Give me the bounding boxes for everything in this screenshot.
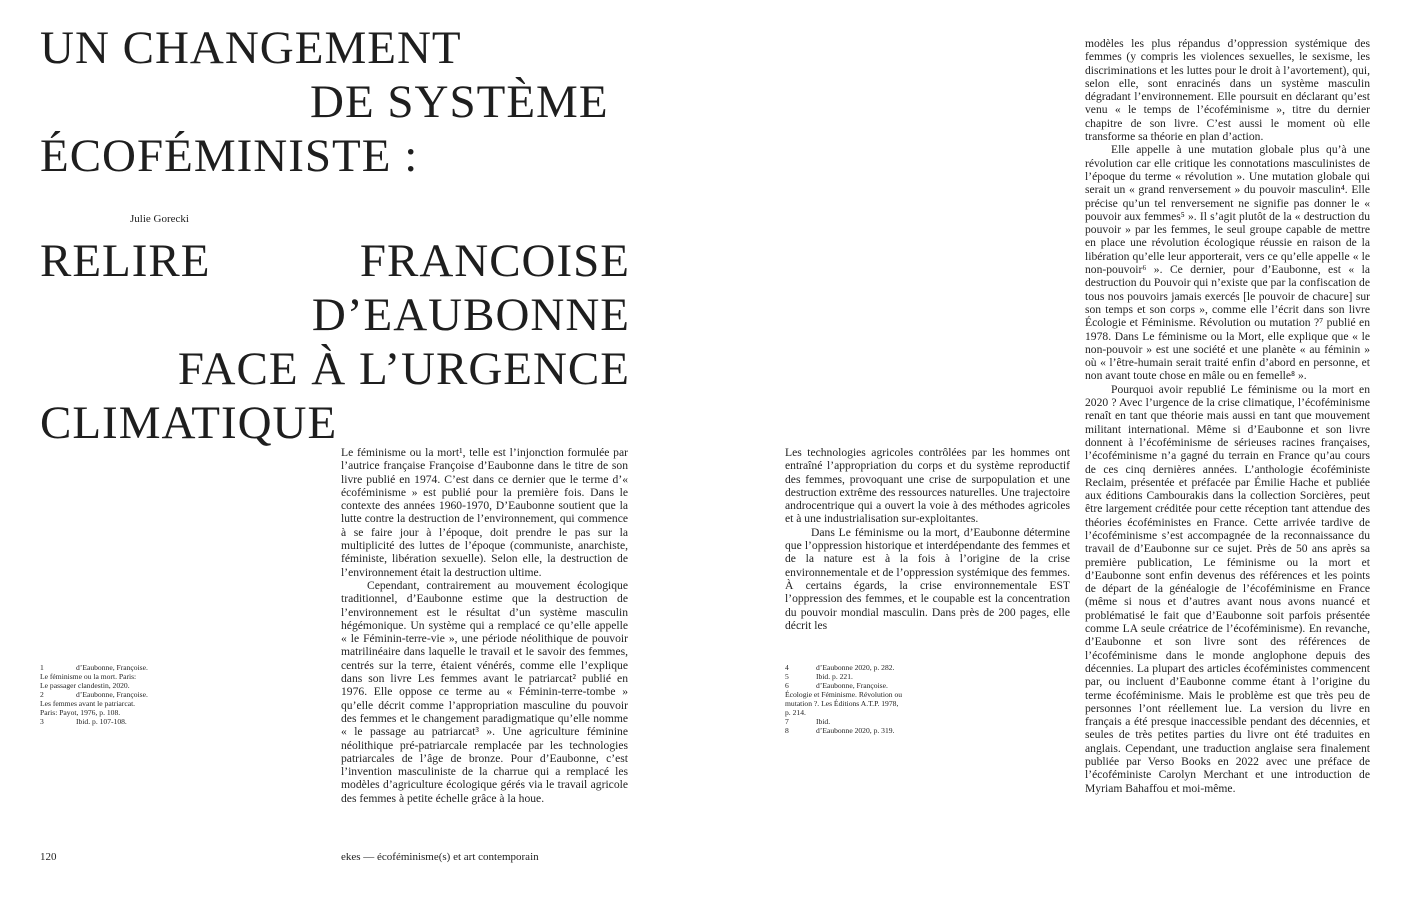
footnote-number: 3 — [40, 717, 44, 726]
footnotes-left — [40, 663, 160, 726]
subtitle-line-1-right: FRANCOISE — [359, 235, 630, 287]
footnote-number: 6 — [785, 681, 789, 690]
subtitle-line-3: FACE À L’URGENCE — [177, 343, 630, 395]
footnote — [785, 717, 925, 726]
footnote-text: Le passager clandestin, 2020. — [40, 681, 130, 690]
footnote-text: mutation ?. Les Éditions A.T.P. 1978, — [785, 699, 899, 708]
page-number: 120 — [40, 851, 57, 863]
footnote-number: 5 — [785, 672, 789, 681]
footnote-text: Paris: Payot, 1976, p. 108. — [40, 708, 121, 717]
paragraph: modèles les plus répandus d’oppression systémique des femmes (y compris les violences sexuelles, le sexisme, les discriminations et les luttes pour le droit à l’avortement), qui, selon elle, sont enracinés dans un système masculin dégradant l’environnement. Elle poursuit en déclarant qu’est venu « le temps de l’écoféminisme », titre du dernier chapitre de son livre. C’est aussi le moment où elle transforme sa théorie en plan d’action. — [1085, 37, 1370, 144]
footnote-text: d’Eaubonne, Françoise. — [816, 681, 888, 690]
footnotes-right — [785, 663, 925, 735]
footnote — [40, 690, 160, 699]
footnote-text: d’Eaubonne 2020, p. 282. — [816, 663, 895, 672]
paragraph: Pourquoi avoir republié Le féminisme ou la mort en 2020 ? Avec l’urgence de la crise climatique, l’écoféminisme renaît en tant que théorie mais aussi en tant que mouvement militant international. Même si d’Eaubonne et son livre donnent à l’écoféminisme de sérieuses racines françaises, l’écoféminisme n’a gagné du terrain en France qu’au cours de ces cinq dernières années. L’anthologie écoféministe Reclaim, présentée et préfacée par Émilie Hache et publiée aux éditions Cambourakis dans la collection Sorcières, peut être largement créditée pour cette réception tant attendue des théories écoféministes en France. Cette arrivée tardive de l’écoféminisme s’est accompagnée de la reconnaissance du travail de d’Eaubonne sur ce sujet. Près de 50 ans après sa première publication, Le féminisme ou la mort et d’Eaubonne sont enfin devenus des références et les points de départ de la généalogie de l’écoféminisme en France (même si nous et d’autres avant nous avons nuancé et problématisé le fait que d’Eaubonne soit parfois présentée comme LA seule créatrice de l’écoféminisme). En revanche, d’Eaubonne et son livre sont des références de l’écoféminisme dans le monde anglophone depuis des décennies. La plupart des articles écoféministes commencent par, ou incluent d’Eaubonne comme étant à l’origine du terme écoféminisme. Mais le problème est que très peu de personnes l’ont réellement lue. La version du livre en français a été presque inaccessible pendant des décennies, et seules de très petites parties du livre ont été traduites en anglais. Cependant, une traduction anglaise sera finalement publiée par Verso Books en 2022 avec une préface de l’écoféministe Carolyn Merchant et une introduction de Myriam Bahaffou et moi-même. — [1085, 382, 1370, 795]
footnote-number: 1 — [40, 663, 44, 672]
footnote-text: p. 214. — [785, 708, 806, 717]
footnote — [40, 663, 160, 672]
subtitle-line-1-left: RELIRE — [40, 235, 211, 287]
body-column-3 — [1085, 37, 1370, 795]
subtitle-line-4: CLIMATIQUE — [40, 397, 338, 449]
footnote-text: d’Eaubonne 2020, p. 319. — [816, 726, 895, 735]
title-line-2: DE SYSTÈME — [310, 76, 609, 128]
author-name: Julie Gorecki — [130, 213, 189, 225]
footnote-text: d’Eaubonne, Françoise. — [76, 690, 148, 699]
body-column-1 — [341, 446, 628, 805]
footnote-text: Écologie et Féminisme. Révolution ou — [785, 690, 903, 699]
paragraph: Dans Le féminisme ou la mort, d’Eaubonne détermine que l’oppression historique et interdépendante des femmes et de la nature est à la fois à l’origine de la crise environnementale et de l’oppression systémique des femmes. À certains égards, la crise environnementale EST l’oppression des femmes, et le coupable est la concentration du pouvoir mondial masculin. Dans près de 200 pages, elle décrit les — [785, 525, 1070, 632]
footnote — [785, 672, 925, 681]
footnote-number: 8 — [785, 726, 789, 735]
footnote — [785, 681, 925, 690]
title-line-3: ÉCOFÉMINISTE : — [40, 130, 419, 182]
footnote — [785, 726, 925, 735]
paragraph: Elle appelle à une mutation globale plus qu’à une révolution car elle critique les connotations masculinistes de l’époque du terme « révolution ». Une mutation globale qui serait un « grand renversement » du pouvoir masculin⁴. Elle précise qu’un tel renversement ne signifie pas donner le « pouvoir aux femmes⁵ ». Il s’agit plutôt de la « destruction du pouvoir » par les femmes, le seul groupe capable de mettre en place une révolution écologique réussie en raison de la libération qu’elle leur apporterait, vers ce qu’elle appelle « le non-pouvoir⁶ ». Ce dernier, pour d’Eaubonne, est « la destruction du Pouvoir qui n’existe que par la confiscation de tous nos pouvoirs jamais exercés [le pouvoir de chacure] sur son temps et son corps », comme elle l’écrit dans son livre Écologie et Féminisme. Révolution ou mutation ?⁷ publié en 1978. Dans Le féminisme ou la Mort, elle explique que « le non-pouvoir » est une société et une planète « au féminin » où « l’être-humain serait traité enfin d’abord en personne, et non avant toute chose en mâle ou en femelle⁸ ». — [1085, 143, 1370, 383]
body-column-2 — [785, 446, 1070, 632]
paragraph: Le féminisme ou la mort¹, telle est l’injonction formulée par l’autrice française Françoise d’Eaubonne dans le titre de son livre publié en 1974. C’est dans ce dernier que le terme d’« écoféminisme » est publié pour la première fois. Dans le contexte des années 1960-1970, D’Eaubonne soutient que la lutte contre la destruction de l’environnement, qui commence à se faire jour à l’époque, doit prendre le pas sur la multiplicité des luttes de l’époque (communiste, anarchiste, féministe, libération sexuelle). Selon elle, la destruction de l’environnement était la destruction ultime. — [341, 446, 628, 579]
footnote-number: 7 — [785, 717, 789, 726]
footnote-number: 2 — [40, 690, 44, 699]
running-title: ekes — écoféminisme(s) et art contemporain — [341, 851, 539, 863]
footnote-text: Ibid. p. 221. — [816, 672, 853, 681]
subtitle-line-2: D’EAUBONNE — [311, 289, 630, 341]
paragraph: Les technologies agricoles contrôlées par les hommes ont entraîné l’appropriation du corps et du système reproductif des femmes, provoquant une crise de surpopulation et une destruction extrême des ressources naturelles. Une trajectoire androcentrique qui a ouvert la voie à des méthodes agricoles et à une industrialisation sur-exploitantes. — [785, 446, 1070, 526]
paragraph: Cependant, contrairement au mouvement écologique traditionnel, d’Eaubonne estime que la destruction de l’environnement est le résultat d’un système masculin hégémonique. Un système qui a remplacé ce qu’elle appelle « le Féminin-terre-vie », une période néolithique de pouvoir matrilinéaire dans laquelle le travail et le savoir des femmes, centrés sur la terre, étaient vénérés, comme elle l’explique dans son livre Les femmes avant le patriarcat² publié en 1976. Elle oppose ce terme au « Féminin-terre-tombe » qu’elle décrit comme l’appropriation masculine du pouvoir des femmes et le changement paradigmatique qu’elle nomme « le passage au patriarcat³ ». Une agriculture féminine néolithique pré-patriarcale remplacée par les technologies patriarcales de l’âge de bronze. Pour d’Eaubonne, c’est l’invention masculiniste de la charrue qui a remplacé les modèles d’agriculture écologique gérés via le travail agricole des femmes à petite échelle grâce à la houe. — [341, 578, 628, 805]
title-line-1: UN CHANGEMENT — [40, 22, 462, 74]
footnote-text: Les femmes avant le patriarcat. — [40, 699, 136, 708]
footnote-number: 4 — [785, 663, 789, 672]
footnote — [40, 717, 160, 726]
footnote-text: Ibid. p. 107-108. — [76, 717, 127, 726]
footnote-text: Ibid. — [816, 717, 831, 726]
footnote-text: d’Eaubonne, Françoise. — [76, 663, 148, 672]
footnote — [785, 663, 925, 672]
footnote-text: Le féminisme ou la mort. Paris: — [40, 672, 137, 681]
